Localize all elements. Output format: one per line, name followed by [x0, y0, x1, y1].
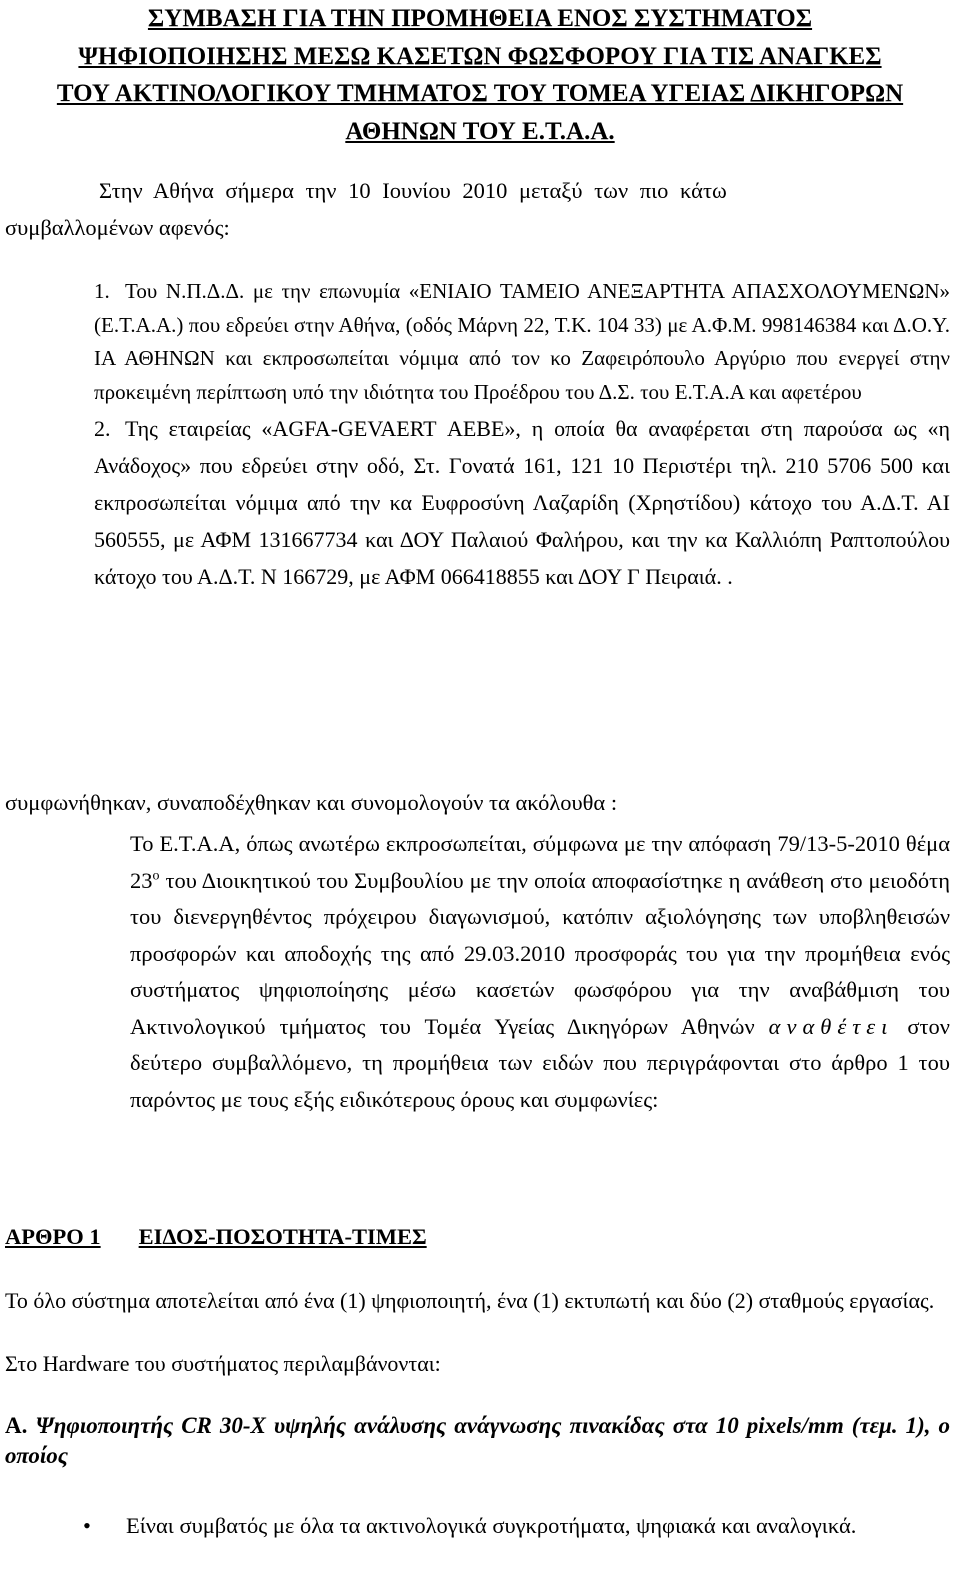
hardware-intro: Στο Hardware του συστήματος περιλαμβάνονται: [5, 1351, 441, 1376]
bullet-icon: • [83, 1513, 91, 1538]
intro-line-1: Στην Αθήνα σήμερα την 10 Ιουνίου 2010 μεταξύ των πιο κάτω [99, 178, 727, 203]
party-item [94, 275, 950, 409]
party-item [94, 410, 950, 595]
article-label: ΑΡΘΡΟ 1 [5, 1224, 101, 1249]
party-number: 2. [94, 416, 111, 441]
ordinal-superscript: ο [152, 868, 160, 883]
list-item [75, 1509, 951, 1542]
party-text: Της εταιρείας «AGFA-GEVAERT ΑΕΒΕ», η οποία θα αναφέρεται στη παρούσα ως «η Ανάδοχος» που εδρεύει στην οδό, Στ. Γονατά 161, 121 10 Περιστέρι τηλ. 210 5706 500 και εκπροσωπείται νόμιμα από την κα Ευφροσύνη Λαζαρίδη (Χρηστίδου) κάτοχο του Α.Δ.Τ. ΑΙ 560555, με ΑΦΜ 131667734 και ΔΟΥ Παλαιού Φαλήρου, και την κα Καλλιόπη Ραπτοπούλου κάτοχο του Α.Δ.Τ. Ν 166729, με ΑΦΜ 066418855 και ΔΟΥ Γ Πειραιά. . [94, 416, 950, 589]
section-a-text: Ψηφιοποιητής CR 30-X υψηλής ανάλυσης ανάγνωσης πινακίδας στα 10 pixels/mm (τεμ. 1), ο οποίος [5, 1413, 951, 1468]
intro-line-2: συμβαλλομένων αφενός: [5, 215, 230, 240]
party-number: 1. [94, 279, 110, 303]
bullet-text: Είναι συμβατός με όλα τα ακτινολογικά συγκροτήματα, ψηφιακά και αναλογικά. [126, 1513, 857, 1538]
intro-paragraph [5, 172, 951, 246]
section-a-heading [5, 1411, 950, 1471]
title-line-3: ΤΟΥ ΑΚΤΙΝΟΛΟΓΙΚΟΥ ΤΜΗΜΑΤΟΣ ΤΟΥ ΤΟΜΕΑ ΥΓΕΙΑΣ ΔΙΚΗΓΟΡΩΝ [56, 80, 904, 107]
party-text: Του Ν.Π.Δ.Δ. με την επωνυμία «ΕΝΙΑΙΟ ΤΑΜΕΙΟ ΑΝΕΞΑΡΤΗΤΑ ΑΠΑΣΧΟΛΟΥΜΕΝΩΝ» (Ε.Τ.Α.Α.) που εδρεύει στην Αθήνα, (οδός Μάρνη 22, Τ.Κ. 104 33) με Α.Φ.Μ. 998146384 και Δ.Ο.Υ. ΙΑ ΑΘΗΝΩΝ και εκπροσωπείται νόμιμα από τον κο Ζαφειρόπουλο Αργύριο που ενεργεί στην προκειμένη περίπτωση υπό την ιδιότητα του Προέδρου του Δ.Σ. του Ε.Τ.Α.Α και αφετέρου [94, 279, 950, 404]
features-list [75, 1509, 951, 1542]
decision-part-3: στον δεύτερο συμβαλλόμενο, τη προμήθεια των ειδών που περιγράφονται στο άρθρο 1 του παρόντος με τους εξής ειδικότερους όρους και συμφωνίες: [130, 1013, 950, 1112]
title-line-2: ΨΗΦΙΟΠΟΙΗΣΗΣ ΜΕΣΩ ΚΑΣΕΤΩΝ ΦΩΣΦΟΡΟΥ ΓΙΑ ΤΙΣ ΑΝΑΓΚΕΣ [78, 42, 882, 70]
decision-paragraph [130, 826, 950, 1118]
system-description: Το όλο σύστημα αποτελείται από ένα (1) ψηφιοποιητή, ένα (1) εκτυπωτή και δύο (2) σταθμούς εργασίας. [5, 1288, 935, 1313]
agreed-statement: συμφωνήθηκαν, συναποδέχθηκαν και συνομολογούν τα ακόλουθα : [5, 790, 618, 815]
title-line-1: ΣΥΜΒΑΣΗ ΓΙΑ ΤΗΝ ΠΡΟΜΗΘΕΙΑ ΕΝΟΣ ΣΥΣΤΗΜΑΤΟΣ [147, 5, 813, 32]
title-line-4: ΑΘΗΝΩΝ ΤΟΥ Ε.Τ.Α.Α. [345, 117, 615, 145]
section-a-label: Α. [5, 1413, 28, 1438]
decision-part-1: Το Ε.Τ.Α.Α, όπως ανωτέρω εκπροσωπείται, σύμφωνα με την απόφαση 79/13-5-2010 θέμα 23 [130, 831, 950, 893]
parties-list [94, 275, 950, 595]
article-heading [5, 1222, 427, 1252]
decision-spaced-word: αναθέτει [768, 1013, 894, 1039]
decision-part-2: του Διοικητικού του Συμβουλίου με την οποία αποφασίστηκε η ανάθεση στο μειοδότη του διενεργηθέντος πρόχειρου διαγωνισμού, κατόπιν αξιολόγησης των υποβληθεισών προσφορών και αποδοχής της από 29.03.2010 προσφοράς του για την προμήθεια ενός συστήματος ψηφιοποίησης μέσω κασετών φωσφόρου για την αναβάθμιση του Ακτινολογικού τμήματος του Τομέα Υγείας Δικηγόρων Αθηνών [130, 867, 950, 1039]
contract-title [0, 0, 960, 150]
article-title: ΕΙΔΟΣ-ΠΟΣΟΤΗΤΑ-ΤΙΜΕΣ [138, 1224, 427, 1249]
